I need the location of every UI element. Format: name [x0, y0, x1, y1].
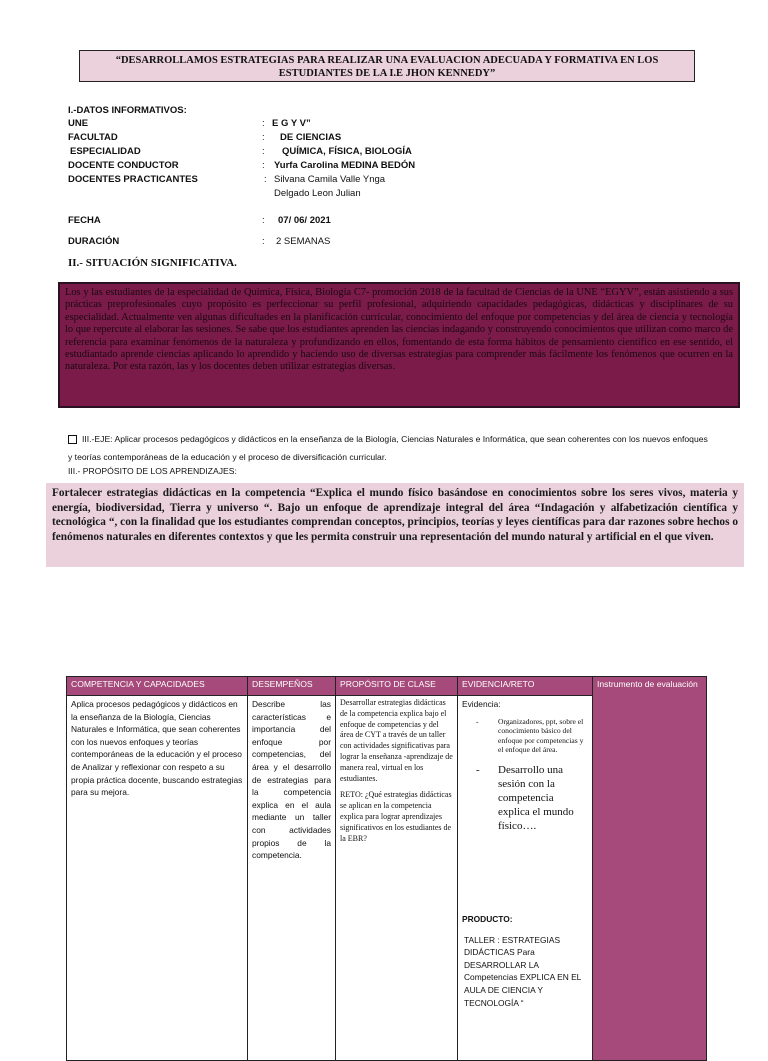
datos-row-docentes-practicantes [68, 174, 628, 188]
situacion-text: Los y las estudiantes de la especialidad de Química, Física, Biología C7- promoción 2018 de la facultad de Ciencias de la UNE “EGYV”, están asistiendo a sus prácticas preprofesionales cuyo propósito es perfeccionar su perfil profesional, adquiriendo capacidades pedagógicas, didácticas y disciplinares de su especialidad. Actualmente ven algunas dificultades en la planificación curricular, conocimiento del enfoque por competencias y del área de ciencia y tecnología lo que repercute al elaborar las sesiones. Se sabe que los estudiantes aprenden las ciencias indagando y construyendo conocimientos que utilizan como marco de referencia para examinar fenómenos de la naturaleza y profundizando en ellos, fomentando de esta forma hábitos de pensamiento científico en ese sentido, el estudiantado aprende ciencias aplicando lo aprendido y haciendo uso de diversas estrategias para comprender más fácilmente los fenómenos que ocurren en la naturaleza. Por esta razón, las y los docentes deben utilizar estrategias diversas. [65, 287, 733, 373]
datos-label: UNE [68, 118, 89, 129]
cell-proposito [336, 696, 458, 1061]
dash-icon: - [476, 716, 479, 726]
header-desempenos: DESEMPEÑOS [248, 677, 336, 696]
evidencia-item [462, 763, 588, 833]
datos-value: E G Y V” [272, 118, 311, 129]
table-header-row [67, 677, 707, 696]
datos-row-practicante-2 [68, 188, 628, 202]
datos-colon: : [262, 132, 265, 143]
producto-label: PRODUCTO: [462, 913, 513, 924]
checkbox-icon [68, 435, 77, 444]
datos-row-docente-conductor [68, 160, 628, 174]
datos-label: FECHA [68, 215, 101, 226]
eje-text: III.-EJE: Aplicar procesos pedagógicos y didácticos en la enseñanza de la Biología, Ciencias Naturales e Informática, que sean coherentes con los nuevos enfoques y teorías contemporáneas de la educación y el proceso de diversificación curricular. [68, 434, 708, 462]
datos-label: FACULTAD [68, 132, 118, 143]
datos-label: DOCENTE CONDUCTOR [68, 160, 179, 171]
proposito-box [46, 483, 744, 567]
proposito-text: Fortalecer estrategias didácticas en la competencia “Explica el mundo físico basándose en conocimientos sobre los seres vivos, materia y energía, biodiversidad, Tierra y universo “. Bajo un enfoque de aprendizaje integral del área “Indagación y alfabetización científica y tecnológica “, con la finalidad que los estudiantes comprendan conceptos, principios, teorías y leyes científicas para dar razones sobre hechos o fenómenos naturales en diferentes contextos y que les permita construir una representación del mundo natural y artificial en el que viven. [52, 487, 738, 543]
header-competencia: COMPETENCIA Y CAPACIDADES [67, 677, 248, 696]
document-title [79, 50, 695, 82]
datos-value: 2 SEMANAS [276, 236, 331, 247]
datos-colon: : [262, 236, 265, 247]
proposito-clase-text: Desarrollar estrategias didácticas de la competencia explica bajo el enfoque de competencias y del área de CYT a través de un taller con actividades significativas para lograr la enseñanza -aprendizaje de manera real, virtual en los estudiantes. [340, 698, 453, 783]
datos-row-fecha [68, 215, 628, 229]
datos-colon: : [262, 146, 265, 157]
situacion-box [58, 282, 740, 408]
datos-value: Silvana Camila Valle Ynga [274, 174, 386, 185]
datos-value: DE CIENCIAS [280, 132, 342, 143]
evidencia-label: Evidencia: [462, 699, 501, 709]
header-instrumento: Instrumento de evaluación [593, 677, 707, 1061]
datos-label: DOCENTES PRACTICANTES [68, 174, 198, 185]
datos-value: QUÍMICA, FÍSICA, BIOLOGÍA [282, 146, 412, 157]
dash-icon: - [476, 763, 480, 776]
cell-competencia: Aplica procesos pedagógicos y didácticos en la enseñanza de la Biología, Ciencias Naturales e Informática, que sean coherentes con los nuevos enfoques y teorías contemporáneas de la educación y el proceso de Analizar y reflexionar con respeto a su propia práctica docente, buscando estrategias para su mejora. [67, 696, 248, 1061]
datos-heading: I.-DATOS INFORMATIVOS: [68, 105, 187, 116]
datos-colon: : [262, 160, 265, 171]
proposito-heading: III.- PROPÓSITO DE LOS APRENDIZAJES: [68, 466, 237, 476]
cell-evidencia [458, 696, 593, 1061]
evidencia-item [462, 717, 588, 755]
datos-value: Delgado Leon Julian [274, 188, 361, 199]
datos-row-duracion [68, 236, 628, 250]
planning-table [66, 676, 707, 1061]
header-proposito: PROPÓSITO DE CLASE [336, 677, 458, 696]
datos-label: ESPECIALIDAD [70, 146, 141, 157]
datos-colon: : [262, 118, 265, 129]
datos-value: Yurfa Carolina MEDINA BEDÓN [274, 160, 416, 171]
situacion-heading: II.- SITUACIÓN SIGNIFICATIVA. [68, 257, 237, 269]
producto-text: TALLER : ESTRATEGIAS DIDÁCTICAS Para DESARROLLAR LA Competencias EXPLICA EN EL AULA DE CIENCIA Y TECNOLOGÍA “ [464, 934, 581, 1008]
datos-value: 07/ 06/ 2021 [278, 215, 331, 226]
evidencia-item-2: Desarrollo una sesión con la competencia explica el mundo físico…. [498, 763, 574, 832]
document-title-text: “DESARROLLAMOS ESTRATEGIAS PARA REALIZAR UNA EVALUACION ADECUADA Y FORMATIVA EN LOS ESTUDIANTES DE LA I.E JHON KENNEDY” [115, 55, 659, 79]
datos-label: DURACIÓN [68, 236, 120, 247]
datos-row-especialidad [68, 146, 628, 160]
datos-colon: : [262, 215, 265, 226]
datos-row-une [68, 118, 628, 132]
cell-desempenos: Describe las características e importancia del enfoque por competencias, del área y el desarrollo de estrategias para la competencia explica en el aula mediante un taller con actividades propios de la competencia. [248, 696, 336, 1061]
reto-text: RETO: ¿Qué estrategias didácticas se aplican en la competencia explica para lograr aprendizajes significativos en los estudiantes de la EBR? [340, 790, 452, 843]
header-evidencia: EVIDENCIA/RETO [458, 677, 593, 696]
evidencia-item-1: Organizadores, ppt, sobre el conocimiento básico del enfoque por competencias y el enfoque del área. [498, 716, 584, 755]
datos-colon: : [264, 174, 267, 185]
eje-paragraph [68, 430, 708, 466]
datos-row-facultad [68, 132, 628, 146]
